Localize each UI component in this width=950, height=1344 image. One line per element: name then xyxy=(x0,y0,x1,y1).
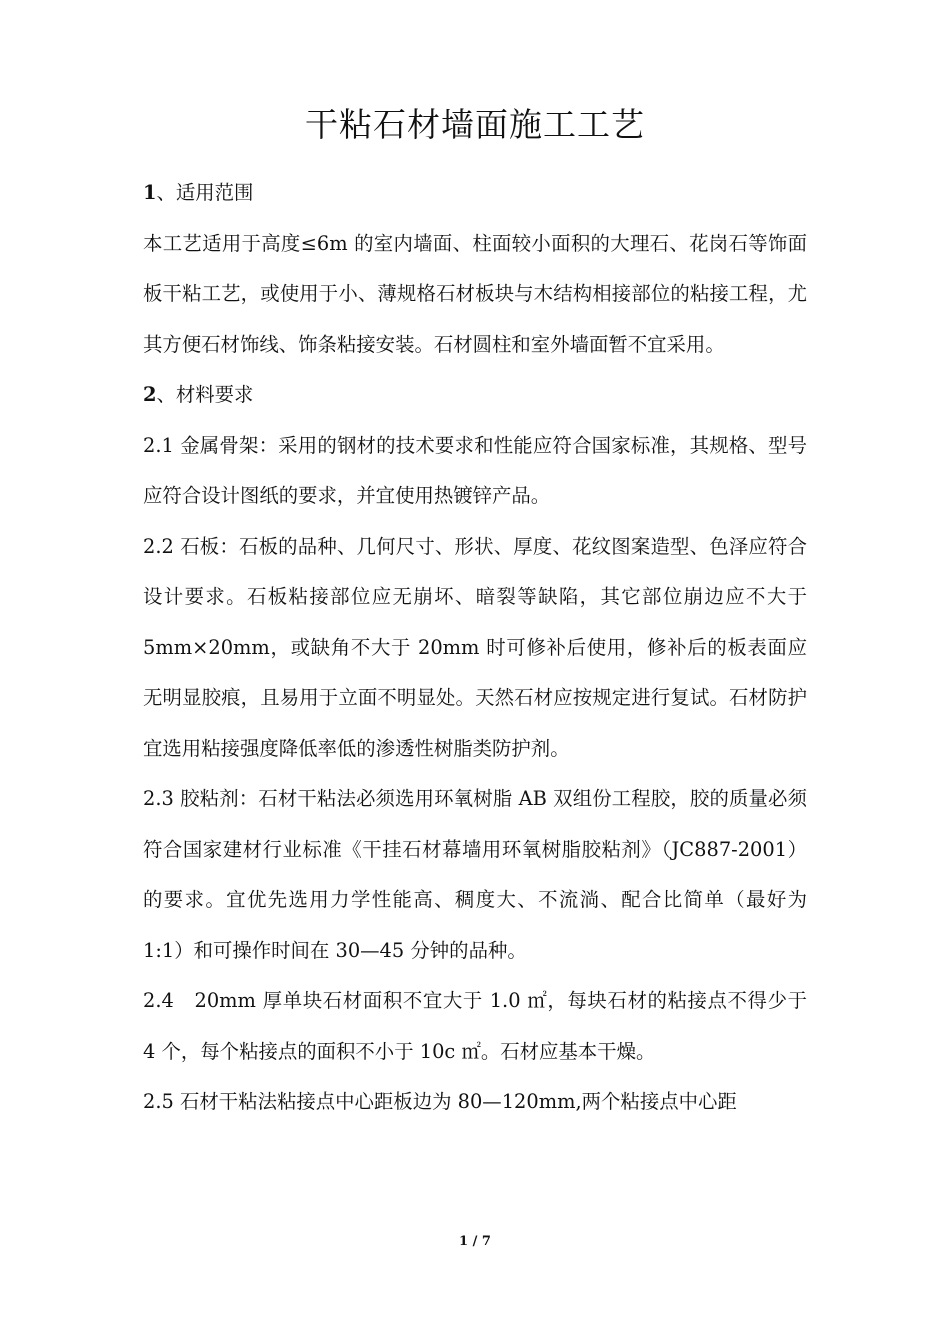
paragraph-stone-slab: 2.2 石板：石板的品种、几何尺寸、形状、厚度、花纹图案造型、色泽应符合设计要求。石板粘接部位应无崩坏、暗裂等缺陷，其它部位崩边应不大于 5mm×20mm，或缺角不大于 20mm 时可修补后使用，修补后的板表面应无明显胶痕，且易用于立面不明显处。天然石材应按规定进行复试。石材防护宜选用粘接强度降低率低的渗透性树脂类防护剂。 xyxy=(143,534,807,760)
document-title: 干粘石材墙面施工工艺 xyxy=(305,105,645,144)
section-heading-text: 、适用范围 xyxy=(156,181,254,204)
document-body xyxy=(143,168,807,1128)
section-heading-scope xyxy=(143,168,807,219)
paragraph-metal-frame: 2.1 金属骨架：采用的钢材的技术要求和性能应符合国家标准，其规格、型号应符合设计图纸的要求，并宜使用热镀锌产品。 xyxy=(143,433,807,507)
paragraph-adhesive: 2.3 胶粘剂：石材干粘法必须选用环氧树脂 AB 双组份工程胶，胶的质量必须符合国家建材行业标准《干挂石材幕墙用环氧树脂胶粘剂》（JC887-2001）的要求。宜优先选用力学性能高、稠度大、不流淌、配合比简单（最好为 1:1）和可操作时间在 30—45 分钟的品种。 xyxy=(143,787,807,962)
page-number: 1 / 7 xyxy=(459,1234,491,1249)
section-heading-text: 、材料要求 xyxy=(156,383,254,406)
paragraph-bond-spacing: 2.5 石材干粘法粘接点中心距板边为 80—120mm,两个粘接点中心距 xyxy=(143,1090,737,1113)
paragraph-scope: 本工艺适用于高度≤6m 的室内墙面、柱面较小面积的大理石、花岗石等饰面板干粘工艺，或使用于小、薄规格石材板块与木结构相接部位的粘接工程，尤其方便石材饰线、饰条粘接安装。石材圆柱和室外墙面暂不宜采用。 xyxy=(143,231,807,356)
paragraph-slab-area: 2.4 20mm 厚单块石材面积不宜大于 1.0 ㎡，每块石材的粘接点不得少于 4 个，每个粘接点的面积不小于 10c ㎡。石材应基本干燥。 xyxy=(143,989,807,1063)
section-heading-materials xyxy=(143,370,807,421)
section-number: 1 xyxy=(143,181,157,204)
section-number: 2 xyxy=(143,383,157,406)
